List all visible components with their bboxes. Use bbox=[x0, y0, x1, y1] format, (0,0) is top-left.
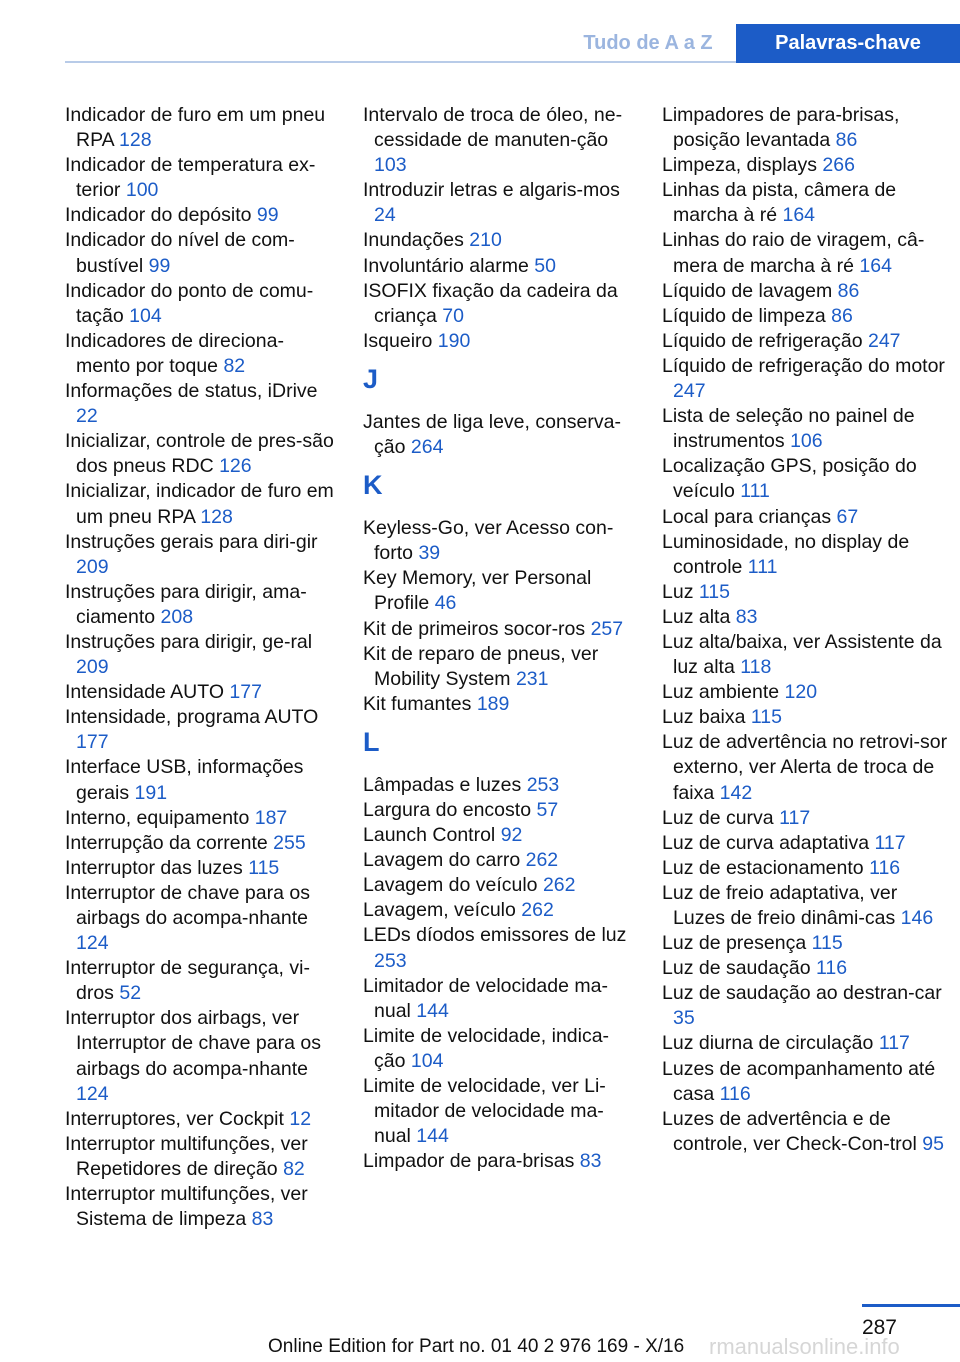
index-entry bbox=[363, 923, 635, 973]
entry-text: Instruções gerais para diri-gir bbox=[65, 530, 318, 553]
index-entry bbox=[65, 856, 337, 881]
index-entry bbox=[662, 856, 954, 881]
index-entry bbox=[662, 605, 954, 630]
entry-text: Limpador de para-brisas bbox=[363, 1150, 575, 1173]
entry-text: Largura do encosto bbox=[363, 798, 532, 821]
page-reference-link[interactable]: 111 bbox=[747, 555, 778, 578]
entry-text: Limpeza, displays bbox=[662, 154, 817, 177]
page-reference-link[interactable]: 191 bbox=[134, 781, 168, 804]
entry-text: Kit de primeiros socor-ros bbox=[363, 617, 586, 640]
entry-text: Introduzir letras e algaris-mos bbox=[363, 179, 620, 202]
index-entry bbox=[662, 304, 954, 329]
page-reference-link[interactable]: 255 bbox=[273, 831, 306, 854]
index-entry bbox=[662, 279, 954, 304]
entry-text: Limite de velocidade, indica-ção bbox=[363, 1024, 610, 1072]
page-reference-link[interactable]: 210 bbox=[469, 229, 502, 252]
index-entry bbox=[65, 580, 337, 630]
page-reference-link[interactable]: 52 bbox=[119, 982, 142, 1005]
entry-text: Líquido de lavagem bbox=[662, 279, 833, 302]
entry-text: Luz ambiente bbox=[662, 681, 780, 704]
page-reference-link[interactable]: 146 bbox=[900, 907, 934, 929]
entry-text: Intervalo de troca de óleo, ne-cessidade de manuten-ção bbox=[363, 104, 623, 152]
entry-text: Luz de presença bbox=[662, 932, 807, 955]
entry-text: Luz de freio adaptativa, ver Luzes de freio dinâmi-cas bbox=[662, 881, 898, 929]
entry-text: Involuntário alarme bbox=[363, 254, 529, 277]
index-entry bbox=[65, 153, 337, 203]
index-entry bbox=[363, 566, 635, 616]
entry-text: Local para crianças bbox=[662, 505, 832, 528]
page-reference-link[interactable]: 83 bbox=[579, 1150, 602, 1173]
index-entry bbox=[65, 881, 337, 956]
index-entry bbox=[65, 103, 337, 153]
page-reference-link[interactable]: 115 bbox=[750, 706, 782, 729]
entry-text: Indicador de furo em um pneu RPA bbox=[65, 104, 326, 152]
entry-text: Inicializar, controle de pres-são dos pneus RDC bbox=[65, 430, 334, 478]
index-entry bbox=[363, 798, 635, 823]
index-entry bbox=[662, 329, 954, 354]
page-reference-link[interactable]: 116 bbox=[815, 957, 848, 980]
page-reference-link[interactable]: 104 bbox=[129, 304, 162, 327]
index-entry bbox=[65, 228, 337, 278]
entry-text: Luz alta/baixa, ver Assistente da luz alta bbox=[662, 630, 942, 679]
index-column-3 bbox=[662, 103, 954, 1157]
index-entry bbox=[363, 642, 635, 692]
entry-text: Lavagem do veículo bbox=[363, 874, 538, 897]
entry-text: Luzes de advertência e de controle, ver Check-Con-trol bbox=[662, 1107, 917, 1155]
index-entry bbox=[662, 1107, 954, 1157]
page-reference-link[interactable]: 262 bbox=[525, 849, 559, 872]
page-reference-link[interactable]: 124 bbox=[76, 932, 109, 955]
entry-text: Indicador do depósito bbox=[65, 204, 252, 227]
page-reference-link[interactable]: 86 bbox=[835, 129, 858, 152]
entry-text: Linhas da pista, câmera de marcha à ré bbox=[662, 179, 897, 227]
page-reference-link[interactable]: 99 bbox=[148, 254, 171, 277]
entry-text: Líquido de limpeza bbox=[662, 304, 826, 327]
index-entry bbox=[363, 773, 635, 798]
index-entry bbox=[65, 630, 337, 680]
entry-text: Lista de seleção no painel de instrumentos bbox=[662, 405, 915, 453]
entry-text: Lavagem do carro bbox=[363, 849, 521, 872]
page-reference-link[interactable]: 46 bbox=[434, 592, 457, 615]
entry-text: Interruptor dos airbags, ver Interruptor de chave para os airbags do acompa-nhante bbox=[65, 1007, 321, 1080]
page-reference-link[interactable]: 115 bbox=[248, 856, 280, 879]
entry-text: Luz de saudação ao destran-car bbox=[662, 982, 942, 1005]
index-entry bbox=[363, 1149, 635, 1174]
index-entry bbox=[65, 530, 337, 580]
index-entry bbox=[662, 806, 954, 831]
page-reference-link[interactable]: 104 bbox=[410, 1049, 444, 1072]
page-reference-link[interactable]: 100 bbox=[125, 179, 159, 202]
entry-text: Intensidade, programa AUTO bbox=[65, 706, 319, 729]
page-reference-link[interactable]: 86 bbox=[831, 304, 853, 327]
entry-text: Jantes de liga leve, conserva-ção bbox=[363, 410, 621, 459]
page-reference-link[interactable]: 144 bbox=[416, 1125, 449, 1148]
index-entry bbox=[363, 898, 635, 923]
index-entry bbox=[65, 1182, 337, 1232]
index-entry bbox=[363, 516, 635, 566]
page-reference-link[interactable]: 120 bbox=[784, 681, 818, 704]
index-entry bbox=[662, 956, 954, 981]
entry-text: Limite de velocidade, ver Li-mitador de velocidade ma-nual bbox=[363, 1075, 606, 1148]
page-reference-link[interactable]: 264 bbox=[410, 436, 444, 459]
page-reference-link[interactable]: 253 bbox=[374, 949, 407, 972]
page-reference-link[interactable]: 116 bbox=[719, 1082, 751, 1105]
page-reference-link[interactable]: 83 bbox=[251, 1208, 274, 1231]
index-entry bbox=[662, 530, 954, 580]
index-entry bbox=[363, 279, 635, 329]
entry-text: Interruptores, ver Cockpit bbox=[65, 1107, 284, 1130]
entry-text: Luzes de acompanhamento até casa bbox=[662, 1057, 936, 1105]
index-entry bbox=[662, 228, 954, 278]
page-reference-link[interactable]: 103 bbox=[374, 154, 407, 177]
page-reference-link[interactable]: 124 bbox=[76, 1082, 109, 1105]
index-column-1 bbox=[65, 103, 337, 1232]
page-reference-link[interactable]: 95 bbox=[922, 1132, 944, 1155]
entry-text: Interface USB, informações gerais bbox=[65, 756, 304, 804]
page-reference-link[interactable]: 67 bbox=[836, 505, 859, 528]
index-entry bbox=[363, 1074, 635, 1149]
index-entry bbox=[363, 254, 635, 279]
page-reference-link[interactable]: 209 bbox=[76, 555, 109, 578]
page-reference-link[interactable]: 115 bbox=[811, 932, 843, 955]
page-reference-link[interactable]: 12 bbox=[289, 1107, 312, 1130]
page-reference-link[interactable]: 126 bbox=[219, 455, 252, 478]
index-entry bbox=[662, 831, 954, 856]
watermark: rmanualsonline.info bbox=[709, 1334, 900, 1359]
footer-rule bbox=[862, 1304, 960, 1307]
index-entry bbox=[662, 881, 954, 931]
index-entry bbox=[662, 454, 954, 504]
index-entry bbox=[65, 755, 337, 805]
tab-palavras-chave[interactable]: Palavras-chave bbox=[736, 24, 960, 63]
page-reference-link[interactable]: 83 bbox=[735, 605, 758, 628]
page-reference-link[interactable]: 144 bbox=[416, 999, 449, 1022]
entry-text: Indicador do nível de com-bustível bbox=[65, 229, 295, 277]
page-reference-link[interactable]: 82 bbox=[223, 354, 246, 377]
entry-text: Inundações bbox=[363, 229, 464, 252]
section-letter: L bbox=[363, 726, 380, 757]
index-entry bbox=[662, 505, 954, 530]
page-reference-link[interactable]: 117 bbox=[874, 831, 906, 854]
entry-text: Luz bbox=[662, 580, 694, 603]
entry-text: Interno, equipamento bbox=[65, 806, 250, 829]
page-reference-link[interactable]: 187 bbox=[254, 806, 288, 829]
index-entry bbox=[65, 429, 337, 479]
entry-text: Interruptor de segurança, vi-dros bbox=[65, 957, 310, 1005]
page-reference-link[interactable]: 39 bbox=[418, 542, 441, 565]
index-entry bbox=[662, 103, 954, 153]
page-reference-link[interactable]: 209 bbox=[76, 656, 109, 679]
page-reference-link[interactable]: 164 bbox=[859, 254, 892, 277]
page-reference-link[interactable]: 189 bbox=[476, 692, 510, 715]
entry-text: Linhas do raio de viragem, câ-mera de marcha à ré bbox=[662, 229, 925, 277]
index-entry bbox=[662, 705, 954, 730]
page-reference-link[interactable]: 231 bbox=[515, 667, 549, 690]
index-entry bbox=[662, 931, 954, 956]
index-entry bbox=[65, 279, 337, 329]
entry-text: Limpadores de para-brisas, posição levantada bbox=[662, 104, 900, 152]
entry-text: Indicador do ponto de comu-tação bbox=[65, 279, 314, 327]
page-reference-link[interactable]: 92 bbox=[500, 824, 523, 847]
index-entry bbox=[662, 630, 954, 680]
entry-text: Luz diurna de circulação bbox=[662, 1032, 874, 1055]
index-entry bbox=[65, 1132, 337, 1182]
index-entry bbox=[65, 479, 337, 529]
page-number: 287 bbox=[861, 1316, 897, 1339]
entry-text: Líquido de refrigeração do motor bbox=[662, 354, 945, 377]
index-entry bbox=[662, 580, 954, 605]
index-entry bbox=[662, 404, 954, 454]
entry-text: Luz de estacionamento bbox=[662, 856, 864, 879]
page-reference-link[interactable]: 208 bbox=[160, 605, 194, 628]
page-reference-link[interactable]: 115 bbox=[698, 580, 730, 603]
page-reference-link[interactable]: 57 bbox=[536, 798, 559, 821]
index-entry bbox=[662, 354, 954, 404]
tab-tudo-de-a-a-z[interactable]: Tudo de A a Z bbox=[583, 31, 713, 54]
index-entry bbox=[363, 410, 635, 460]
page-reference-link[interactable]: 247 bbox=[673, 380, 706, 403]
entry-text: Keyless-Go, ver Acesso con-forto bbox=[363, 517, 614, 565]
index-entry bbox=[662, 730, 954, 805]
entry-text: Interruptor multifunções, ver Sistema de limpeza bbox=[65, 1183, 308, 1231]
entry-text: Intensidade AUTO bbox=[65, 681, 224, 704]
entry-text: Localização GPS, posição do veículo bbox=[662, 455, 917, 503]
page-reference-link[interactable]: 117 bbox=[878, 1032, 910, 1055]
index-entry bbox=[662, 1057, 954, 1107]
index-entry bbox=[363, 178, 635, 228]
entry-text: Lâmpadas e luzes bbox=[363, 773, 522, 796]
page-reference-link[interactable]: 116 bbox=[869, 856, 901, 879]
index-entry bbox=[363, 974, 635, 1024]
page-reference-link[interactable]: 266 bbox=[822, 154, 855, 177]
page-reference-link[interactable]: 118 bbox=[740, 656, 772, 679]
entry-text: Isqueiro bbox=[363, 329, 433, 352]
entry-text: ISOFIX fixação da cadeira da criança bbox=[363, 279, 618, 327]
page-reference-link[interactable]: 177 bbox=[76, 731, 109, 754]
page-reference-link[interactable]: 253 bbox=[526, 773, 560, 796]
index-entry bbox=[363, 848, 635, 873]
entry-text: Kit de reparo de pneus, ver Mobility System bbox=[363, 642, 599, 690]
page-reference-link[interactable]: 128 bbox=[119, 129, 152, 152]
entry-text: Líquido de refrigeração bbox=[662, 329, 863, 352]
entry-text: Indicador de temperatura ex-terior bbox=[65, 154, 316, 202]
entry-text: Luz baixa bbox=[662, 706, 746, 729]
page-reference-link[interactable]: 247 bbox=[867, 329, 901, 352]
entry-text: Informações de status, iDrive bbox=[65, 380, 318, 403]
index-entry bbox=[65, 379, 337, 429]
entry-text: Luz de curva bbox=[662, 806, 774, 829]
index-entry bbox=[65, 806, 337, 831]
index-entry bbox=[65, 1107, 337, 1132]
entry-text: Interruptor multifunções, ver Repetidores de direção bbox=[65, 1132, 308, 1180]
page-reference-link[interactable]: 190 bbox=[437, 329, 471, 352]
page-reference-link[interactable]: 142 bbox=[719, 781, 753, 804]
entry-text: Luz de curva adaptativa bbox=[662, 831, 870, 854]
page-reference-link[interactable]: 86 bbox=[837, 279, 860, 302]
page-reference-link[interactable]: 70 bbox=[442, 304, 464, 327]
section-letter: K bbox=[363, 470, 383, 501]
index-entry bbox=[363, 1024, 635, 1074]
index-entry bbox=[363, 228, 635, 253]
entry-text: Kit fumantes bbox=[363, 692, 472, 715]
page-reference-link[interactable]: 99 bbox=[256, 204, 279, 227]
entry-text: LEDs díodos emissores de luz bbox=[363, 924, 627, 947]
index-entry bbox=[363, 617, 635, 642]
entry-text: Luz alta bbox=[662, 605, 731, 628]
page-reference-link[interactable]: 111 bbox=[740, 480, 770, 503]
index-column-2 bbox=[363, 103, 635, 1174]
index-entry bbox=[65, 956, 337, 1006]
index-entry bbox=[65, 329, 337, 379]
index-entry bbox=[363, 329, 635, 354]
index-entry bbox=[65, 203, 337, 228]
entry-text: Launch Control bbox=[363, 824, 496, 847]
index-entry bbox=[662, 981, 954, 1031]
entry-text: Indicadores de direciona-mento por toque bbox=[65, 329, 284, 377]
page-reference-link[interactable]: 106 bbox=[790, 430, 823, 453]
index-entry bbox=[65, 1006, 337, 1106]
page-reference-link[interactable]: 35 bbox=[673, 1007, 695, 1030]
page-reference-link[interactable]: 82 bbox=[283, 1157, 305, 1180]
page-reference-link[interactable]: 164 bbox=[782, 204, 816, 227]
page-reference-link[interactable]: 262 bbox=[542, 874, 576, 897]
index-entry bbox=[662, 178, 954, 228]
entry-text: Lavagem, veículo bbox=[363, 899, 516, 922]
index-entry bbox=[363, 103, 635, 178]
index-entry bbox=[662, 1031, 954, 1056]
entry-text: Inicializar, indicador de furo em um pneu RPA bbox=[65, 480, 334, 528]
entry-text: Instruções para dirigir, ge-ral bbox=[65, 630, 313, 653]
index-entry bbox=[662, 153, 954, 178]
entry-text: Instruções para dirigir, ama-ciamento bbox=[65, 580, 307, 628]
index-entry bbox=[65, 831, 337, 856]
index-entry bbox=[363, 873, 635, 898]
page-reference-link[interactable]: 177 bbox=[229, 681, 262, 704]
page-reference-link[interactable]: 22 bbox=[76, 405, 98, 428]
index-entry bbox=[65, 705, 337, 755]
edition-note: Online Edition for Part no. 01 40 2 976 169 - X/16 bbox=[268, 1336, 685, 1357]
page-reference-link[interactable]: 128 bbox=[200, 505, 233, 528]
page-reference-link[interactable]: 262 bbox=[521, 899, 554, 922]
page-reference-link[interactable]: 50 bbox=[534, 254, 556, 277]
page-reference-link[interactable]: 117 bbox=[779, 806, 811, 829]
entry-text: Limitador de velocidade ma-nual bbox=[363, 974, 608, 1022]
entry-text: Interruptor das luzes bbox=[65, 856, 243, 879]
index-entry bbox=[363, 692, 635, 717]
entry-text: Luz de advertência no retrovi-sor externo, ver Alerta de troca de faixa bbox=[662, 731, 948, 804]
entry-text: Interrupção da corrente bbox=[65, 831, 268, 854]
page-reference-link[interactable]: 257 bbox=[590, 617, 624, 640]
index-entry bbox=[363, 823, 635, 848]
entry-text: Key Memory, ver Personal Profile bbox=[363, 567, 592, 615]
page-reference-link[interactable]: 24 bbox=[374, 204, 396, 227]
entry-text: Interruptor de chave para os airbags do acompa-nhante bbox=[65, 881, 310, 929]
entry-text: Luz de saudação bbox=[662, 957, 811, 980]
index-entry bbox=[662, 680, 954, 705]
entry-text: Luminosidade, no display de controle bbox=[662, 530, 910, 578]
section-letter: J bbox=[363, 363, 379, 394]
index-entry bbox=[65, 680, 337, 705]
